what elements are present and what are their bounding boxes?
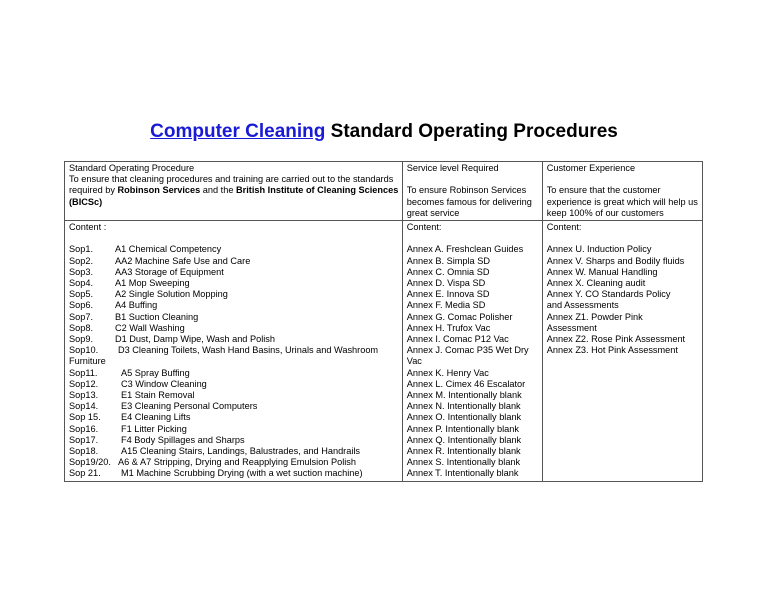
sop-item	[69, 424, 399, 435]
policy-item: Annex V. Sharps and Bodily fluids	[546, 255, 685, 266]
policy-item: Annex Y. CO Standards Policy	[546, 289, 671, 300]
sop-title: C3 Window Cleaning	[121, 378, 207, 389]
sop-item	[69, 334, 399, 345]
sop-number: Sop2.	[69, 255, 94, 266]
service-column-heading: Service level Required	[406, 163, 499, 173]
sop-column-heading: Standard Operating Procedure	[69, 163, 195, 173]
sop-list	[69, 244, 399, 479]
sop-number: Sop16.	[69, 423, 99, 434]
sop-title: B1 Suction Cleaning	[115, 311, 199, 322]
sop-item	[69, 390, 399, 401]
sop-item	[69, 323, 399, 334]
sop-content-cell	[65, 221, 403, 482]
annex-item: Annex P. Intentionally blank	[406, 423, 519, 434]
annex-item: Annex I. Comac P12 Vac	[406, 334, 509, 345]
title-link[interactable]: Computer Cleaning	[150, 121, 326, 142]
sop-item	[69, 457, 399, 468]
annex-content-cell	[402, 221, 542, 482]
sop-item	[69, 278, 399, 289]
annex-item: Annex M. Intentionally blank	[406, 390, 522, 401]
annex-item: Annex G. Comac Polisher	[406, 311, 513, 322]
sop-intro-bold-2: British Institute of Cleaning Sciences (BICSc)	[69, 185, 399, 207]
policy-content-cell	[542, 221, 702, 482]
annex-item: Annex K. Henry Vac	[406, 367, 489, 378]
policy-item: and Assessments	[546, 300, 619, 311]
sop-item	[69, 368, 399, 379]
sop-item	[69, 244, 399, 255]
sop-table	[64, 161, 703, 482]
sop-number: Sop5.	[69, 289, 94, 300]
sop-number: Sop 21.	[69, 468, 101, 479]
annex-item: Annex L. Cimex 46 Escalator	[406, 378, 526, 389]
sop-title: A6 & A7 Stripping, Drying and Reapplying Emulsion Polish	[118, 457, 356, 468]
annex-item: Annex A. Freshclean Guides	[406, 244, 524, 255]
sop-number: Sop6.	[69, 300, 94, 311]
sop-item	[69, 312, 399, 323]
policy-item: Annex Z1. Powder Pink	[546, 311, 643, 322]
sop-title: D3 Cleaning Toilets, Wash Hand Basins, Urinals and Washroom	[118, 345, 379, 356]
header-row	[65, 162, 703, 221]
annex-item: Vac	[406, 356, 422, 367]
annex-item: Annex R. Intentionally blank	[406, 446, 521, 457]
sop-title: E4 Cleaning Lifts	[121, 412, 191, 423]
policy-item: Annex U. Induction Policy	[546, 244, 652, 255]
service-intro: To ensure Robinson Services becomes famous for delivering great service	[406, 185, 532, 218]
annex-item: Annex H. Trufox Vac	[406, 322, 491, 333]
sop-title: F4 Body Spillages and Sharps	[121, 434, 245, 445]
sop-intro-text-2: and the	[200, 185, 237, 196]
sop-header-cell	[65, 162, 403, 221]
sop-number: Sop3.	[69, 266, 94, 277]
annex-item: Annex B. Simpla SD	[406, 255, 490, 266]
sop-number: Sop 15.	[69, 412, 101, 423]
sop-number: Sop12.	[69, 378, 99, 389]
sop-item	[69, 289, 399, 300]
annex-item: Annex N. Intentionally blank	[406, 401, 521, 412]
sop-item	[69, 435, 399, 446]
sop-number: Furniture	[69, 356, 106, 367]
sop-title: A2 Single Solution Mopping	[115, 289, 228, 300]
sop-item	[69, 256, 399, 267]
sop-item	[69, 446, 399, 457]
sop-item	[69, 300, 399, 311]
sop-item	[69, 468, 399, 479]
sop-number: Sop17.	[69, 434, 99, 445]
sop-number: Sop11.	[69, 367, 98, 378]
sop-title: A4 Buffing	[115, 300, 158, 311]
sop-title: A1 Chemical Competency	[115, 244, 222, 255]
annex-item: Annex Q. Intentionally blank	[406, 434, 522, 445]
sop-title: F1 Litter Picking	[121, 423, 187, 434]
policy-item: Annex X. Cleaning audit	[546, 278, 646, 288]
policy-content-heading: Content:	[546, 222, 582, 232]
sop-title: AA3 Storage of Equipment	[115, 266, 224, 277]
sop-intro	[69, 174, 399, 208]
annex-item: Annex J. Comac P35 Wet Dry	[406, 345, 529, 356]
sop-item	[69, 356, 399, 367]
annex-item: Annex O. Intentionally blank	[406, 412, 522, 423]
sop-title: E3 Cleaning Personal Computers	[121, 401, 258, 412]
experience-header-cell	[542, 162, 702, 221]
annex-list	[407, 244, 539, 479]
sop-number: Sop1.	[69, 244, 94, 255]
sop-item	[69, 345, 399, 356]
content-row	[65, 221, 703, 482]
sop-title: A15 Cleaning Stairs, Landings, Balustrades, and Handrails	[121, 446, 361, 457]
sop-number: Sop18.	[69, 446, 99, 457]
sop-number: Sop13.	[69, 390, 99, 401]
sop-number: Sop10.	[69, 345, 99, 356]
annex-item: Annex E. Innova SD	[406, 289, 490, 300]
service-header-cell	[402, 162, 542, 221]
sop-intro-text-1: To ensure that cleaning procedures and training are carried out to the standards required by	[69, 174, 394, 196]
experience-intro: To ensure that the customer experience is great which will help us keep 100% of our customers	[546, 185, 698, 218]
policy-list	[547, 244, 699, 356]
policy-item: Annex Z2. Rose Pink Assessment	[546, 334, 686, 345]
sop-title: E1 Stain Removal	[121, 390, 195, 401]
sop-title: C2 Wall Washing	[115, 322, 185, 333]
title-rest: Standard Operating Procedures	[325, 121, 618, 142]
policy-item: Annex W. Manual Handling	[546, 266, 658, 277]
policy-item: Annex Z3. Hot Pink Assessment	[546, 345, 678, 356]
annex-item: Annex F. Media SD	[406, 300, 486, 311]
annex-item: Annex S. Intentionally blank	[406, 457, 521, 468]
sop-title: M1 Machine Scrubbing Drying (with a wet suction machine)	[121, 468, 363, 479]
sop-title: D1 Dust, Damp Wipe, Wash and Polish	[115, 334, 275, 345]
sop-number: Sop9.	[69, 334, 94, 345]
sop-number: Sop19/20.	[69, 457, 111, 468]
page-title	[0, 120, 768, 144]
policy-item: Assessment	[546, 322, 597, 333]
sop-item	[69, 379, 399, 390]
sop-title: A5 Spray Buffing	[121, 367, 190, 378]
sop-content-heading: Content :	[69, 222, 107, 232]
experience-column-heading: Customer Experience	[546, 163, 636, 173]
annex-item: Annex T. Intentionally blank	[406, 468, 519, 479]
annex-item: Annex D. Vispa SD	[406, 278, 486, 288]
sop-number: Sop4.	[69, 278, 94, 288]
sop-title: AA2 Machine Safe Use and Care	[115, 255, 251, 266]
sop-number: Sop14.	[69, 401, 99, 412]
sop-item	[69, 412, 399, 423]
annex-content-heading: Content:	[406, 222, 442, 232]
annex-item: Annex C. Omnia SD	[406, 266, 490, 277]
sop-number: Sop8.	[69, 322, 94, 333]
sop-title: A1 Mop Sweeping	[115, 278, 190, 288]
sop-item	[69, 267, 399, 278]
sop-item	[69, 401, 399, 412]
sop-intro-bold-1: Robinson Services	[117, 185, 201, 196]
sop-number: Sop7.	[69, 311, 94, 322]
